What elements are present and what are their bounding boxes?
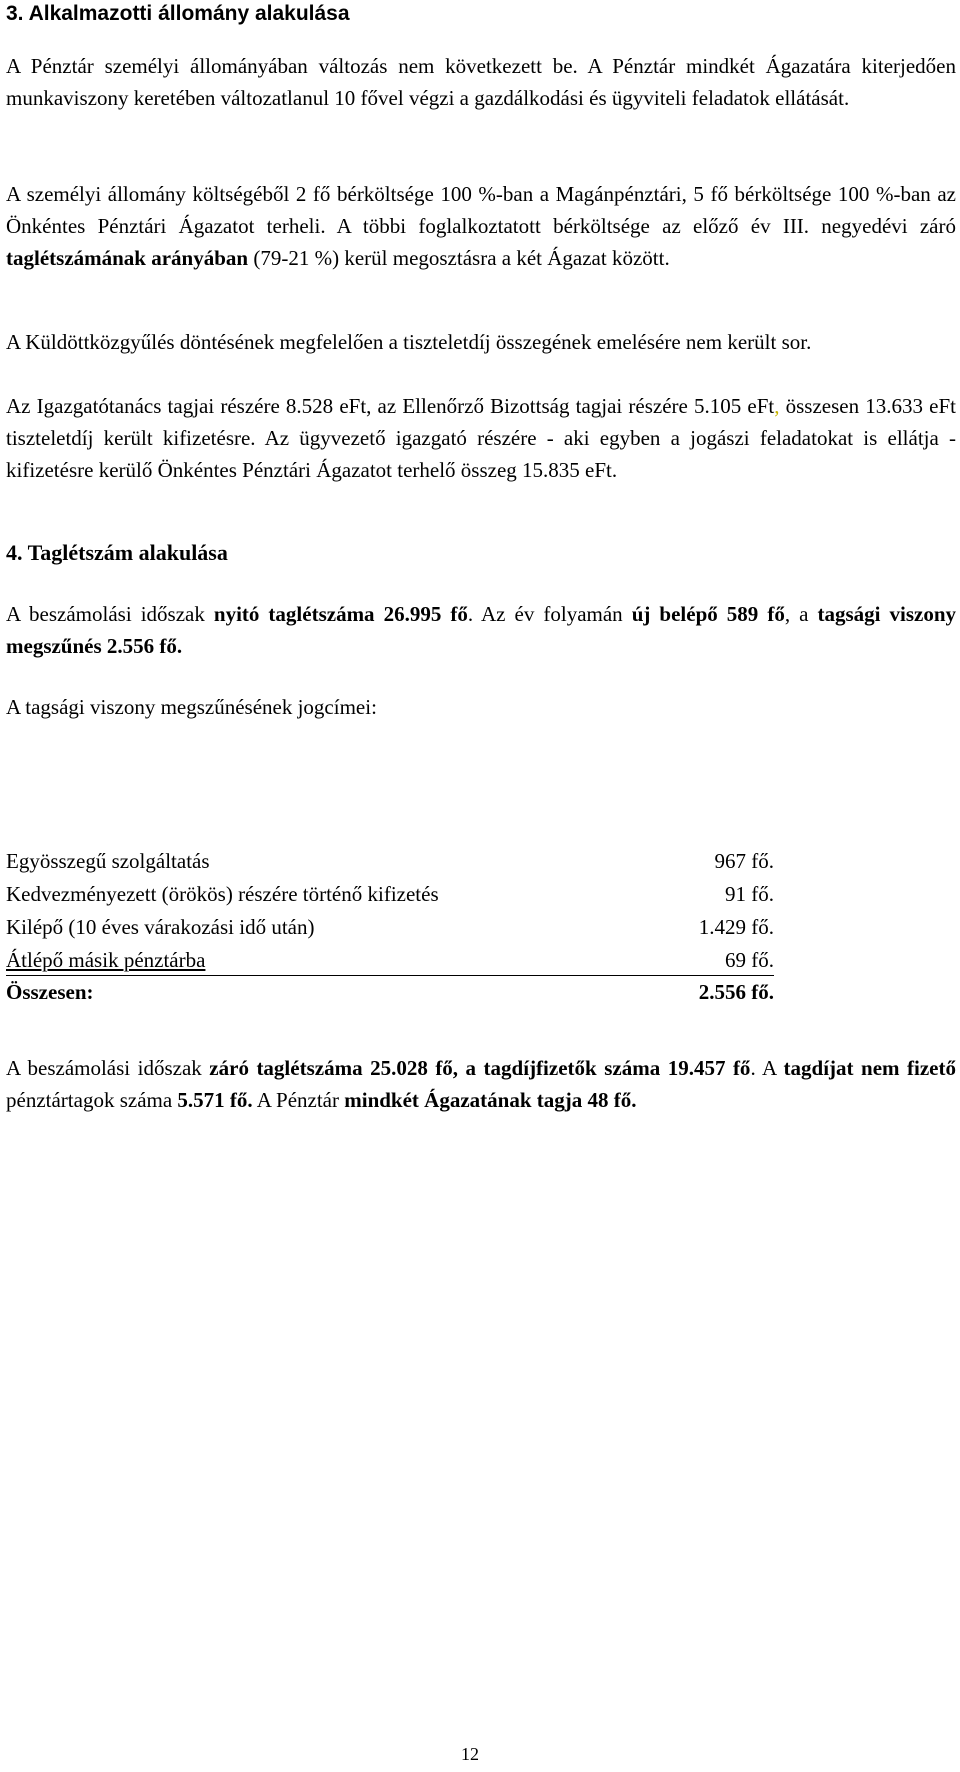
termination-reasons-table: [6, 845, 774, 1009]
section-4-paragraph-3: A beszámolási időszak záró taglétszáma 25.028 fő, a tagdíjfizetők száma 19.457 fő. A tagdíjat nem fizető pénztártagok száma 5.571 fő. A Pénztár mindkét Ágazatának tagja 48 fő.: [6, 1056, 956, 1112]
row-label: Kilépő (10 éves várakozási idő után): [6, 915, 315, 939]
section-3-paragraph-1: A Pénztár személyi állományában változás nem következett be. A Pénztár mindkét Ágazatára kiterjedően munkaviszony keretében változatlanul 10 fővel végzi a gazdálkodási és ügyviteli feladatok ellátását.: [6, 54, 956, 110]
row-value: 91 fő.: [725, 882, 774, 906]
table-row: [6, 878, 774, 911]
section-3-paragraph-2: A személyi állomány költségéből 2 fő bérköltsége 100 %-ban a Magánpénztári, 5 fő bérköltsége 100 %-ban az Önkéntes Pénztári Ágazatot terheli. A többi foglalkoztatott bérköltsége az előző év III. negyedévi záró taglétszámának arányában (79-21 %) kerül megosztásra a két Ágazat között.: [6, 182, 956, 270]
table-row: [6, 911, 774, 944]
row-value: 967 fő.: [714, 849, 774, 873]
row-label: Átlépő másik pénztárba: [6, 948, 206, 972]
total-label: Összesen:: [6, 980, 94, 1004]
row-label: Kedvezményezett (örökös) részére történő kifizetés: [6, 882, 439, 906]
row-value: 69 fő.: [725, 948, 774, 972]
section-4-heading: 4. Taglétszám alakulása: [6, 540, 228, 565]
table-row: [6, 944, 774, 976]
section-3-heading: 3. Alkalmazotti állomány alakulása: [6, 2, 350, 25]
row-label: Egyösszegű szolgáltatás: [6, 849, 210, 873]
section-4-paragraph-1: A beszámolási időszak nyitó taglétszáma 26.995 fő. Az év folyamán új belépő 589 fő, a tagsági viszony megszűnés 2.556 fő.: [6, 602, 957, 658]
section-4-paragraph-2: A tagsági viszony megszűnésének jogcímei:: [6, 695, 377, 719]
section-3-paragraph-3: A Küldöttközgyűlés döntésének megfelelően a tiszteletdíj összegének emelésére nem került sor.: [6, 330, 812, 354]
row-value: 1.429 fő.: [698, 915, 774, 939]
section-3-paragraph-4: Az Igazgatótanács tagjai részére 8.528 eFt, az Ellenőrző Bizottság tagjai részére 5.105 eFt, összesen 13.633 eFt tiszteletdíj került kifizetésre. Az ügyvezető igazgató részére - aki egyben a jogászi feladatokat is ellátja - kifizetésre kerülő Önkéntes Pénztári Ágazatot terhelő összeg 15.835 eFt.: [6, 394, 956, 482]
total-value: 2.556 fő.: [698, 980, 774, 1004]
page-number: 12: [461, 1744, 479, 1764]
table-total-row: [6, 976, 774, 1009]
table-row: [6, 845, 774, 878]
accent-comma: ,: [774, 394, 780, 418]
